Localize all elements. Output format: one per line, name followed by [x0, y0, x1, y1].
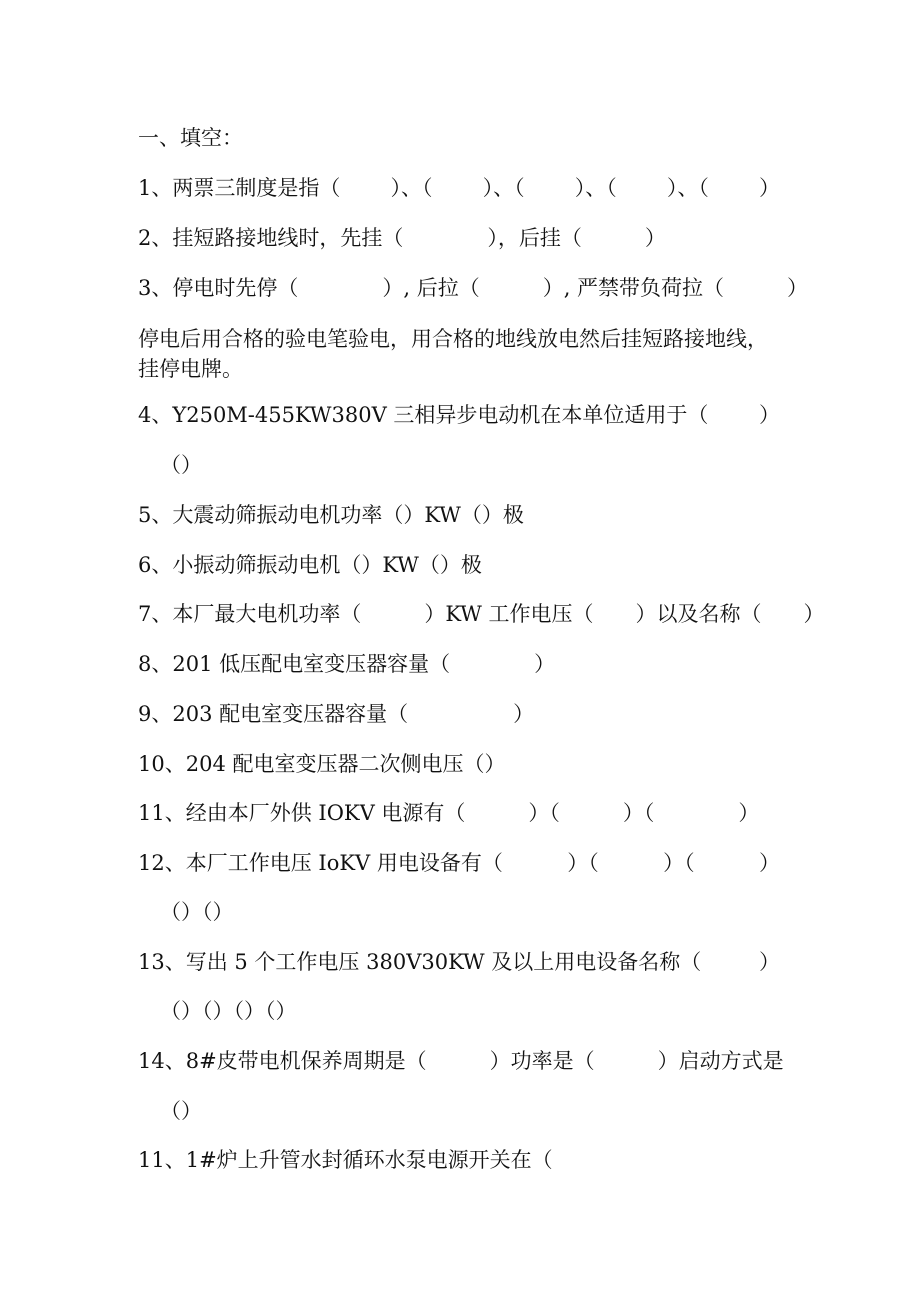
section-title: 一、填空： [138, 126, 243, 150]
question-4 [138, 401, 780, 429]
q12-part: 12、本厂工作电压 IoKV 用电设备有（ [138, 851, 503, 875]
q1-part: 1、两票三制度是指（ [138, 176, 341, 200]
question-15: 11、1#炉上升管水封循环水泵电源开关在（ [138, 1148, 553, 1172]
q1-part: ）、（ [666, 176, 709, 200]
q12-part: ）（ [567, 851, 599, 875]
q1-part: ）、（ [574, 176, 617, 200]
question-11: 11、经由本厂外供 IOKV 电源有（ ）（ ）（ ） [138, 801, 760, 825]
q4-text: 4、Y250M-455KW380V 三相异步电动机在本单位适用于（ [138, 403, 709, 427]
q1-part: ）、（ [390, 176, 433, 200]
q13-text: 13、写出 5 个工作电压 380V30KW 及以上用电设备名称（ [138, 950, 702, 974]
question-3-note: 停电后用合格的验电笔验电，用合格的地线放电然后挂短路接地线，挂停电牌。 [138, 327, 768, 381]
q4-close: ） [759, 403, 780, 427]
q1-part: ）、（ [482, 176, 525, 200]
question-2: 2、挂短路接地线时，先挂（ ），后挂（ ） [138, 226, 666, 250]
question-6: 6、小振动筛振动电机（）KW（）极 [138, 553, 482, 577]
question-13-cont: （）（）（）（） [160, 999, 297, 1023]
question-14: 14、8#皮带电机保养周期是（ ）功率是（ ）启动方式是 [138, 1049, 784, 1073]
question-1 [138, 174, 780, 202]
question-14-cont: （） [160, 1099, 202, 1123]
question-3: 3、停电时先停（ ）, 后拉（ ）, 严禁带负荷拉（ ） [138, 276, 809, 300]
question-12-cont: （）（） [160, 900, 234, 924]
q12-part: ） [759, 851, 780, 875]
q13-close: ） [759, 950, 780, 974]
question-7: 7、本厂最大电机功率（ ）KW 工作电压（ ）以及名称（ ） [138, 602, 825, 626]
question-4-cont: （） [160, 453, 202, 477]
q12-part: ）（ [663, 851, 695, 875]
question-8: 8、201 低压配电室变压器容量（ ） [138, 652, 556, 676]
question-13 [138, 948, 780, 976]
question-10: 10、204 配电室变压器二次侧电压（） [138, 752, 506, 776]
question-9: 9、203 配电室变压器容量（ ） [138, 702, 535, 726]
question-5: 5、大震动筛振动电机功率（）KW（）极 [138, 503, 524, 527]
question-12 [138, 849, 780, 877]
q1-part: ） [759, 176, 780, 200]
